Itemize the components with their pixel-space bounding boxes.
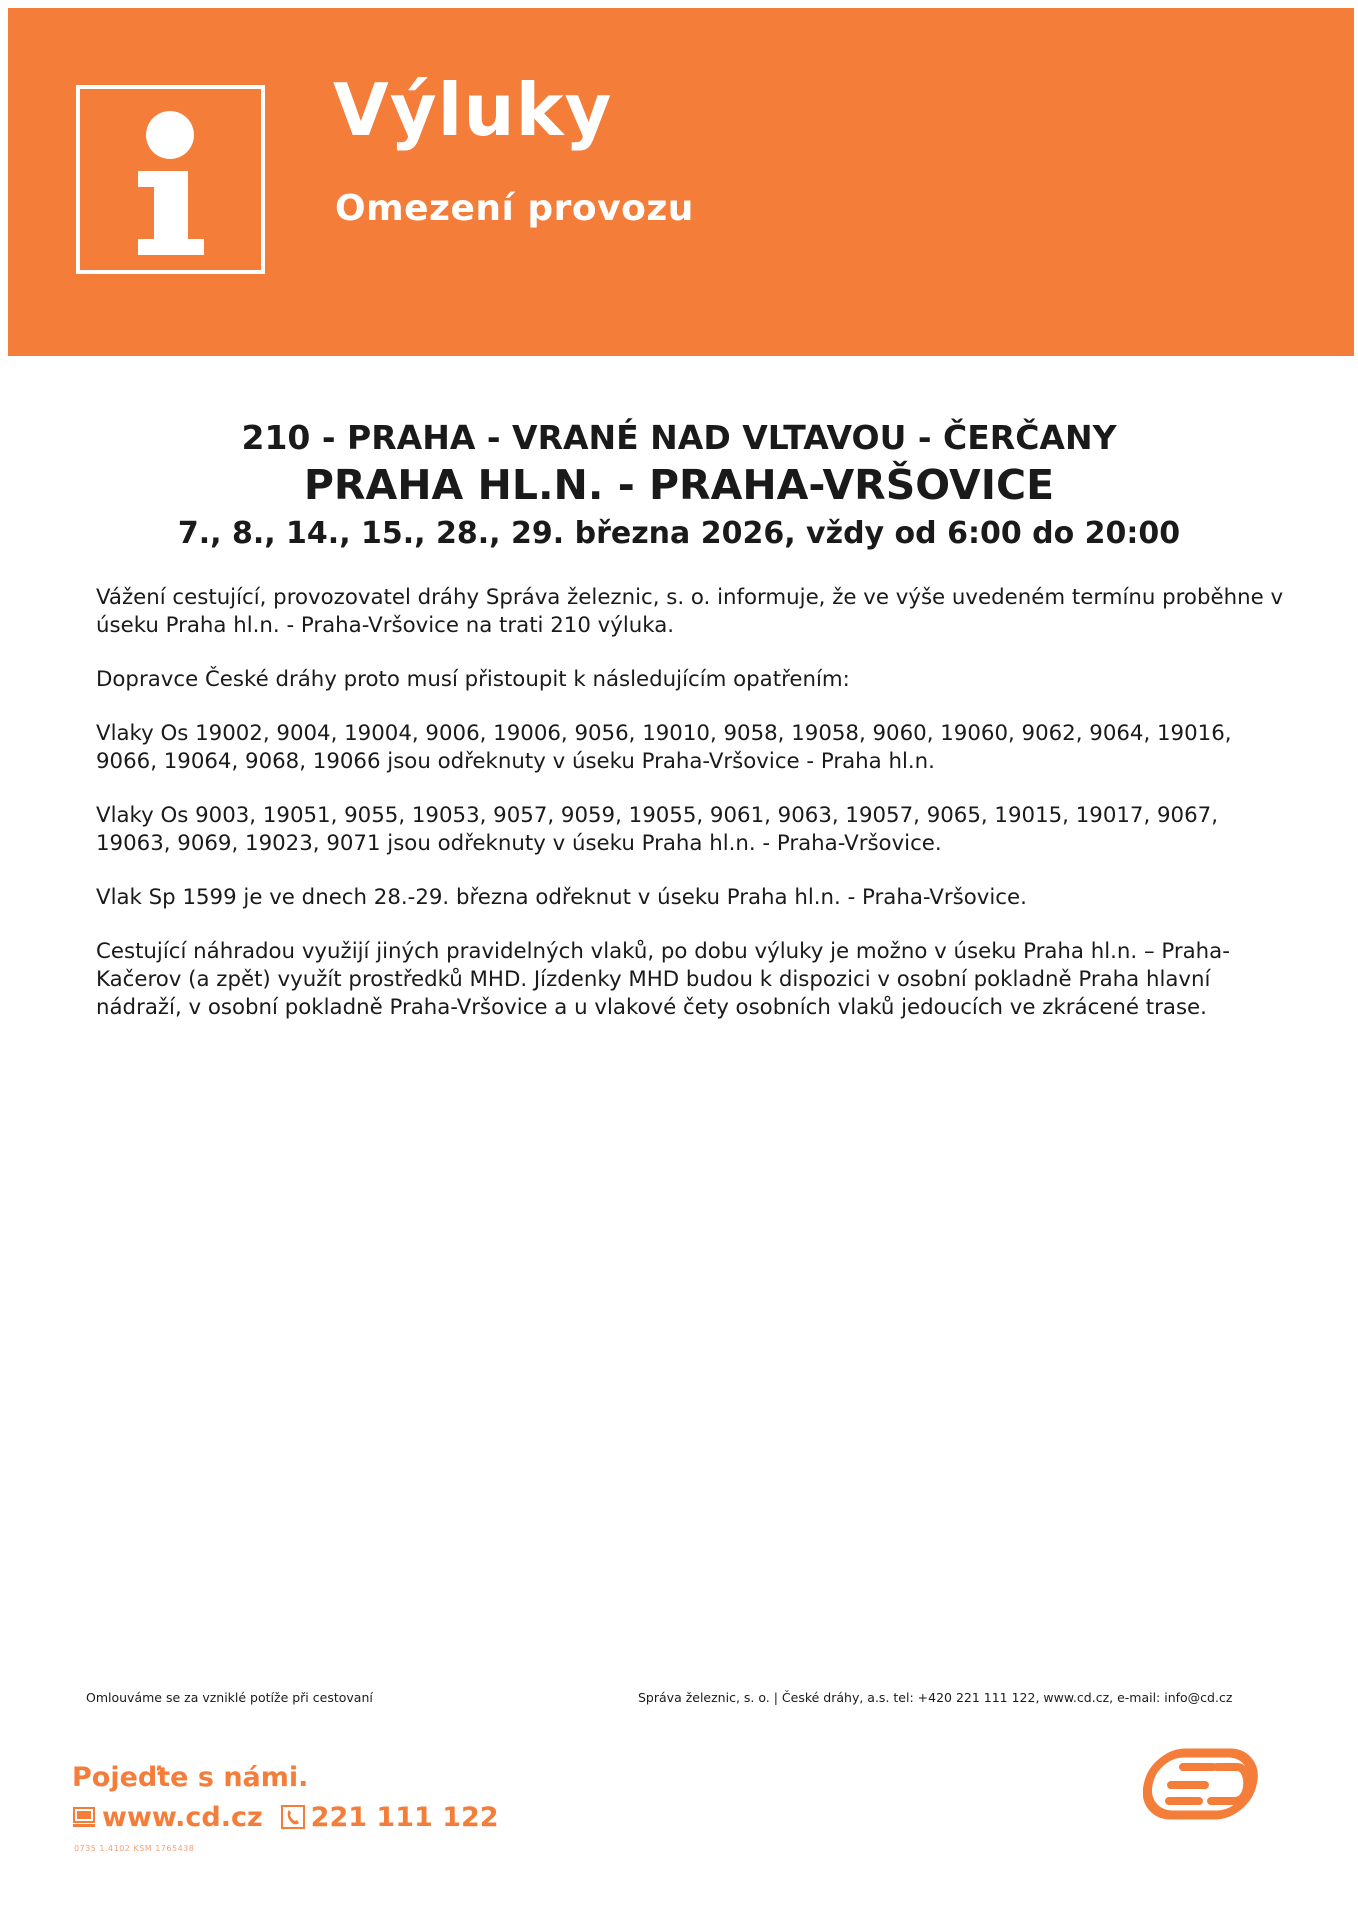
computer-icon	[72, 1805, 96, 1829]
phone-number[interactable]: 221 111 122	[310, 1801, 499, 1833]
cd-logo	[1143, 1743, 1271, 1827]
paragraph: Cestující náhradou využijí jiných pravidelných vlaků, po dobu výluky je možno v úseku Praha hl.n. – Praha-Kačerov (a zpět) využít prostředků MHD. Jízdenky MHD budou k dispozici v osobní pokladně Praha hlavní nádraží, v osobní pokladně Praha-Vršovice a u vlakové čety osobních vlaků jedoucích ve zkrácené trase.	[96, 939, 1230, 1020]
banner-subtitle: Omezení provozu	[335, 188, 694, 229]
notice-headings	[0, 416, 1358, 556]
info-icon	[76, 85, 265, 274]
contact-row	[72, 1800, 499, 1834]
section-heading: PRAHA HL.N. - PRAHA-VRŠOVICE	[303, 461, 1055, 509]
paragraph: Dopravce České dráhy proto musí přistoupit k následujícím opatřením:	[96, 667, 850, 692]
paragraph: Vlaky Os 9003, 19051, 9055, 19053, 9057, 9059, 19055, 9061, 9063, 19057, 9065, 19015, 19017, 9067, 19063, 9069, 19023, 9071 jsou odřeknuty v úseku Praha hl.n. - Praha-Vršovice.	[96, 803, 1218, 856]
notice-body	[96, 584, 1286, 1048]
dates-heading: 7., 8., 14., 15., 28., 29. března 2026, vždy od 6:00 do 20:00	[177, 516, 1181, 551]
document-code: 0735 1.4102 KSM 1765438	[74, 1844, 195, 1853]
apology-note: Omlouváme se za vzniklé potíže při cestovaní	[86, 1690, 373, 1705]
header-banner	[8, 8, 1354, 356]
paragraph: Vlak Sp 1599 je ve dnech 28.-29. března odřeknut v úseku Praha hl.n. - Praha-Vršovice.	[96, 885, 1027, 910]
paragraph: Vlaky Os 19002, 9004, 19004, 9006, 19006, 9056, 19010, 9058, 19058, 9060, 19060, 9062, 9064, 19016, 9066, 19064, 9068, 19066 jsou odřeknuty v úseku Praha-Vršovice - Praha hl.n.	[96, 721, 1232, 774]
route-heading: 210 - PRAHA - VRANÉ NAD VLTAVOU - ČERČANY	[241, 418, 1117, 457]
website-link[interactable]: www.cd.cz	[102, 1801, 263, 1833]
contact-note: Správa železnic, s. o. | České dráhy, a.s. tel: +420 221 111 122, www.cd.cz, e-mail: info@cd.cz	[638, 1690, 1233, 1705]
slogan: Pojeďte s námi.	[72, 1762, 309, 1793]
paragraph: Vážení cestující, provozovatel dráhy Správa železnic, s. o. informuje, že ve výše uvedeném termínu proběhne v úseku Praha hl.n. - Praha-Vršovice na trati 210 výluka.	[96, 585, 1284, 638]
phone-icon	[281, 1805, 305, 1829]
banner-title: Výluky	[333, 68, 613, 152]
